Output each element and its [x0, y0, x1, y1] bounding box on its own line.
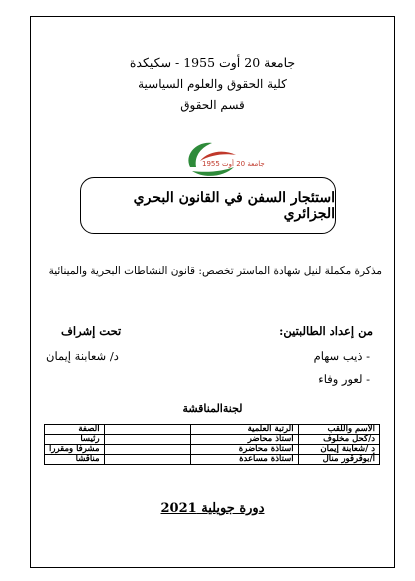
table-row	[45, 435, 380, 445]
student-name-1: - ذيب سهام	[313, 349, 370, 363]
logo-text: جامعة 20 أوت 1955	[202, 160, 265, 168]
thesis-subtitle: مذكرة مكملة لنيل شهادة الماستر تخصص: قانون النشاطات البحرية والمينائية	[48, 265, 382, 277]
supervisor-name: د/ شعابنة إيمان	[46, 349, 119, 363]
column-header: الاسم واللقب	[298, 425, 379, 435]
university-name: جامعة 20 أوت 1955 - سكيكدة	[129, 55, 296, 70]
table-cell: د/كحل مخلوف	[298, 435, 379, 445]
table-cell: مشرفا ومقررا	[45, 445, 105, 455]
table-cell: رئيسا	[45, 435, 105, 445]
university-logo-icon	[182, 137, 265, 181]
table-cell: استاذ محاضر	[190, 435, 298, 445]
faculty-name: كلية الحقوق والعلوم السياسية	[138, 77, 287, 91]
column-header: الرتبة العلمية	[190, 425, 298, 435]
table-cell: أ/بوقرقور منال	[298, 455, 379, 465]
column-header: الصفة	[45, 425, 105, 435]
table-cell: مناقشا	[45, 455, 105, 465]
table-cell	[104, 435, 190, 445]
supervisor-heading: تحت إشراف	[61, 324, 122, 338]
table-row	[45, 445, 380, 455]
committee-table	[44, 424, 380, 465]
session-label: دورة جويلية 2021	[160, 501, 265, 516]
students-heading: من إعداد الطالبتين:	[279, 324, 373, 338]
table-cell: د /شعابنة إيمان	[298, 445, 379, 455]
student-name-2: - لعور وفاء	[318, 372, 370, 386]
table-header-row	[45, 425, 380, 435]
column-header	[104, 425, 190, 435]
table-row	[45, 455, 380, 465]
table-cell: استاذة محاضرة	[190, 445, 298, 455]
table-cell: استاذة مساعدة	[190, 455, 298, 465]
thesis-title: استئجار السفن في القانون البحري الجزائري	[80, 177, 336, 234]
table-cell	[104, 445, 190, 455]
committee-heading: لجنةالمناقشة	[182, 402, 243, 415]
department-name: قسم الحقوق	[180, 98, 245, 112]
table-cell	[104, 455, 190, 465]
